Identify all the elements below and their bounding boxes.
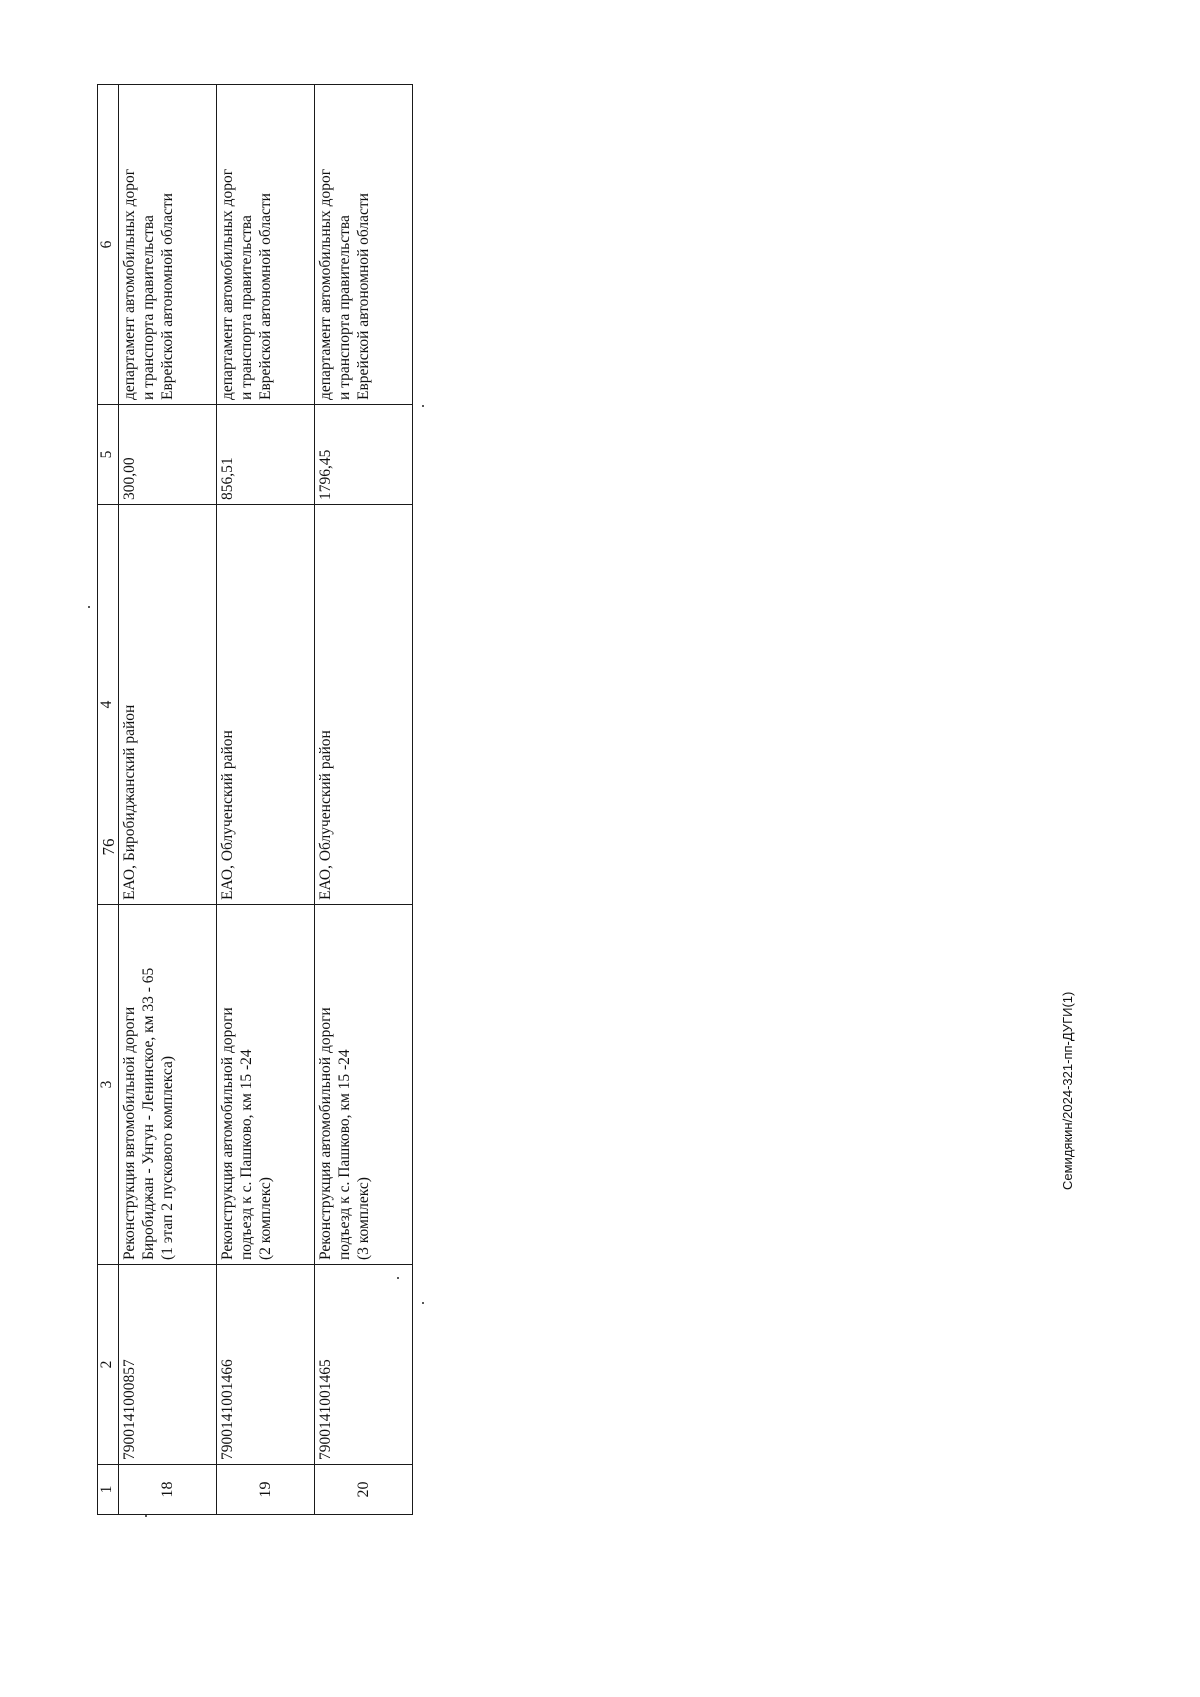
- responsible-department: [217, 85, 315, 405]
- table-row: [217, 85, 315, 1515]
- object-name-line: Биробиджан - Унгун - Ленинское, км 33 - 65: [140, 967, 157, 1260]
- object-name-line: (3 комплекс): [355, 1177, 372, 1260]
- page-number: 76: [99, 838, 118, 856]
- object-value: 300,00: [119, 405, 217, 505]
- department-line: Еврейской автономной области: [159, 193, 176, 400]
- scan-speck: [145, 1515, 147, 1517]
- header-col-1: 1: [98, 1465, 119, 1515]
- header-col-2: 2: [98, 1265, 119, 1465]
- department-line: и транспорта правительства: [336, 215, 353, 400]
- department-line: Еврейской автономной области: [257, 193, 274, 400]
- department-line: департамент автомобильных дорог: [317, 168, 334, 400]
- object-code: 7900141001466: [217, 1265, 315, 1465]
- object-value: 856,51: [217, 405, 315, 505]
- department-line: департамент автомобильных дорог: [219, 168, 236, 400]
- object-name-line: (1 этап 2 пускового комплекса): [159, 1055, 176, 1260]
- document-stamp: Семидякин/2024-321-пп-ДУГИ(1): [1060, 991, 1075, 1190]
- scan-speck: [88, 606, 90, 608]
- object-name-line: Реконструкция автомобильной дороги: [219, 1007, 236, 1260]
- object-name-line: Реконструкция автомобильной дороги: [317, 1007, 334, 1260]
- responsible-department: [119, 85, 217, 405]
- table-row: [315, 85, 413, 1515]
- object-value: 1796,45: [315, 405, 413, 505]
- object-name: [217, 905, 315, 1265]
- object-location: ЕАО, Облученский район: [217, 505, 315, 905]
- works-table: [97, 84, 413, 1515]
- responsible-department: [315, 85, 413, 405]
- header-row: [98, 85, 119, 1515]
- scan-speck: [422, 405, 424, 407]
- rotated-table-container: [97, 85, 425, 1515]
- header-col-5: 5: [98, 405, 119, 505]
- object-location: ЕАО, Облученский район: [315, 505, 413, 905]
- department-line: и транспорта правительства: [238, 215, 255, 400]
- row-number: 19: [217, 1465, 315, 1515]
- object-name: [119, 905, 217, 1265]
- header-col-3: 3: [98, 905, 119, 1265]
- object-code: 7900141001465: [315, 1265, 413, 1465]
- object-name-line: Реконструкция ввтомобильной дороги: [121, 1006, 138, 1260]
- object-code: 7900141000857: [119, 1265, 217, 1465]
- object-name-line: (2 комплекс): [257, 1177, 274, 1260]
- object-name-line: подъезд к с. Пашково, км 15 -24: [336, 1049, 353, 1260]
- table-row: [119, 85, 217, 1515]
- department-line: Еврейской автономной области: [355, 193, 372, 400]
- row-number: 20: [315, 1465, 413, 1515]
- header-col-6: 6: [98, 85, 119, 405]
- department-line: департамент автомобильных дорог: [121, 168, 138, 400]
- scan-speck: [422, 1302, 424, 1304]
- row-number: 18: [119, 1465, 217, 1515]
- header-col-4: 4: [98, 505, 119, 905]
- object-name-line: подъезд к с. Пашково, км 15 -24: [238, 1049, 255, 1260]
- object-name: [315, 905, 413, 1265]
- scan-speck: [397, 1277, 399, 1279]
- department-line: и транспорта правительства: [140, 215, 157, 400]
- object-location: ЕАО, Биробиджанский район: [119, 505, 217, 905]
